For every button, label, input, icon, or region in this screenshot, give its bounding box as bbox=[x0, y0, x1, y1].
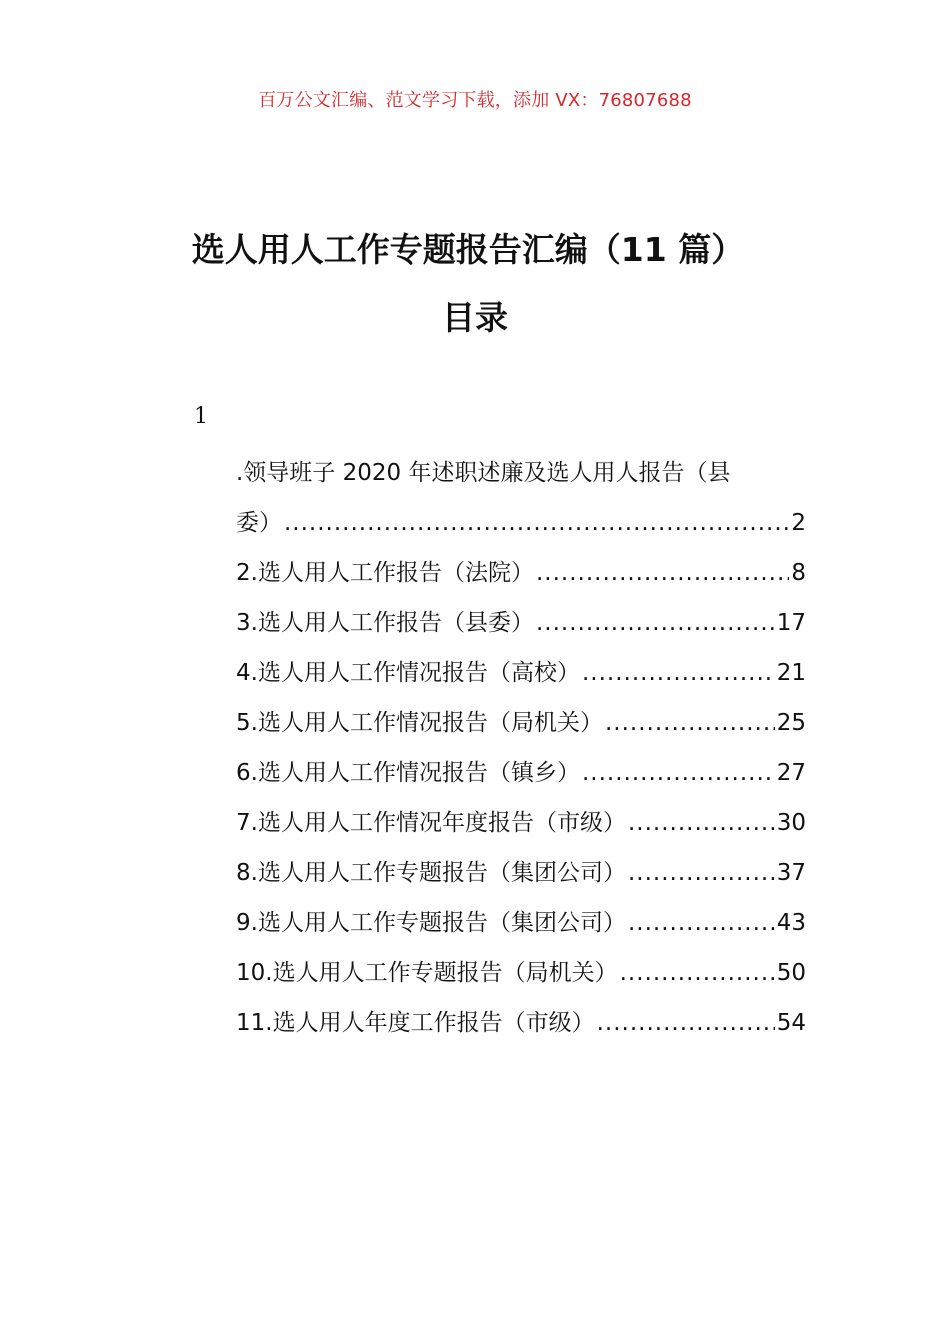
toc-heading: 目录 bbox=[442, 298, 508, 337]
toc-leader-dots bbox=[536, 598, 775, 648]
toc-entry-label: 2.选人用人工作报告（法院） bbox=[236, 560, 534, 586]
header-note: 百万公文汇编、范文学习下载，添加 VX：76807688 bbox=[258, 90, 692, 111]
list-marker: 1 bbox=[194, 404, 208, 429]
toc-entry-label: 11.选人用人年度工作报告（市级） bbox=[236, 1010, 595, 1036]
toc-page-number: 25 bbox=[776, 710, 806, 736]
toc-leader-dots bbox=[284, 498, 789, 548]
toc-entry-label: 5.选人用人工作情况报告（局机关） bbox=[236, 710, 603, 736]
toc-entry-label: 3.选人用人工作报告（县委） bbox=[236, 610, 534, 636]
toc-page-number: 54 bbox=[776, 1010, 806, 1036]
table-of-contents bbox=[236, 448, 806, 1048]
toc-leader-dots bbox=[628, 898, 775, 948]
toc-page-number: 21 bbox=[776, 660, 806, 686]
toc-page-number: 2 bbox=[791, 510, 806, 536]
toc-leader-dots bbox=[605, 698, 775, 748]
toc-entry-label: 9.选人用人工作专题报告（集团公司） bbox=[236, 910, 626, 936]
toc-entry-label: 7.选人用人工作情况年度报告（市级） bbox=[236, 810, 626, 836]
document-title: 选人用人工作专题报告汇编（11 篇） bbox=[191, 230, 745, 269]
toc-page-number: 27 bbox=[776, 760, 806, 786]
toc-leader-dots bbox=[620, 948, 775, 998]
toc-page-number: 37 bbox=[776, 860, 806, 886]
toc-entry[interactable] bbox=[236, 698, 806, 748]
toc-page-number: 30 bbox=[776, 810, 806, 836]
toc-leader-dots bbox=[582, 748, 775, 798]
toc-entry[interactable] bbox=[236, 748, 806, 798]
toc-entry-label: 6.选人用人工作情况报告（镇乡） bbox=[236, 760, 580, 786]
toc-entry-label: 4.选人用人工作情况报告（高校） bbox=[236, 660, 580, 686]
toc-leader-dots bbox=[582, 648, 775, 698]
toc-entry[interactable] bbox=[236, 598, 806, 648]
toc-entry[interactable] bbox=[236, 798, 806, 848]
toc-leader-dots bbox=[628, 798, 775, 848]
toc-entry-label: 8.选人用人工作专题报告（集团公司） bbox=[236, 860, 626, 886]
toc-page-number: 17 bbox=[776, 610, 806, 636]
toc-leader-dots bbox=[628, 848, 775, 898]
toc-entry[interactable] bbox=[236, 498, 806, 548]
toc-entry[interactable] bbox=[236, 548, 806, 598]
toc-entry[interactable] bbox=[236, 848, 806, 898]
toc-entry[interactable] bbox=[236, 998, 806, 1048]
toc-leader-dots bbox=[536, 548, 789, 598]
toc-entry-label: 委） bbox=[236, 510, 282, 536]
toc-entry[interactable] bbox=[236, 948, 806, 998]
toc-page-number: 8 bbox=[791, 560, 806, 586]
toc-entry-first-line[interactable] bbox=[236, 448, 806, 498]
toc-entry[interactable] bbox=[236, 648, 806, 698]
toc-entry[interactable] bbox=[236, 898, 806, 948]
toc-entry-label: 10.选人用人工作专题报告（局机关） bbox=[236, 960, 618, 986]
toc-entry-label: .领导班子 2020 年述职述廉及选人用人报告（县 bbox=[236, 460, 731, 486]
toc-page-number: 43 bbox=[776, 910, 806, 936]
toc-page-number: 50 bbox=[776, 960, 806, 986]
toc-leader-dots bbox=[597, 998, 775, 1048]
